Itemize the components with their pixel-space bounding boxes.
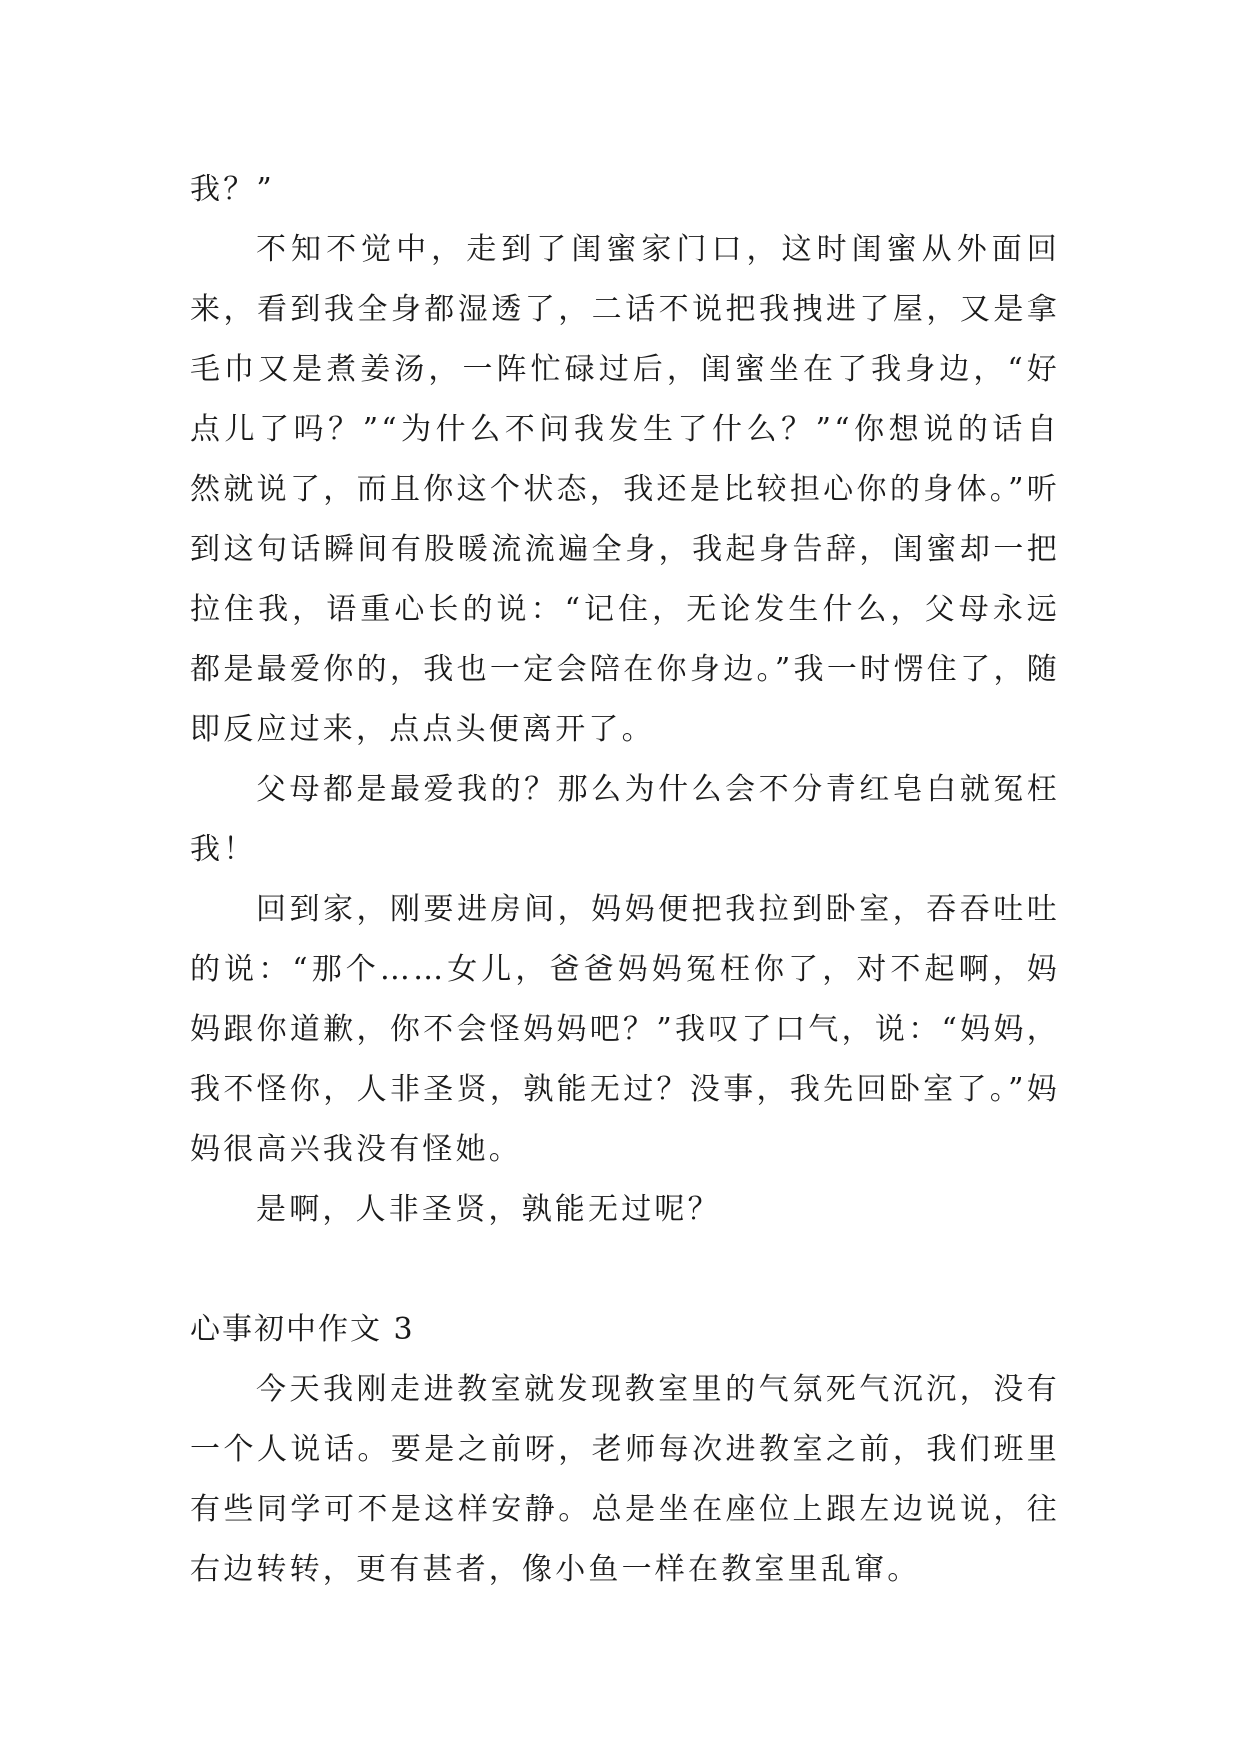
paragraph-5: 是啊，人非圣贤，孰能无过呢？	[256, 1192, 721, 1227]
paragraph-4: 回到家，刚要进房间，妈妈便把我拉到卧室，吞吞吐吐的说：“那个……女儿，爸爸妈妈冤枉你了，对不起啊，妈妈跟你道歉，你不会怪妈妈吧？”我叹了口气，说：“妈妈，我不怪你，人非圣贤，孰能无过？没事，我先回卧室了。”妈妈很高兴我没有怪她。	[190, 892, 1060, 1167]
paragraph-1: 我？”	[190, 172, 275, 207]
section-paragraph-1: 今天我刚走进教室就发现教室里的气氛死气沉沉，没有一个人说话。要是之前呀，老师每次进教室之前，我们班里有些同学可不是这样安静。总是坐在座位上跟左边说说，往右边转转，更有甚者，像小鱼一样在教室里乱窜。	[190, 1372, 1060, 1587]
document-body	[190, 160, 1060, 1600]
section-title: 心事初中作文 3	[190, 1312, 415, 1347]
paragraph-2: 不知不觉中，走到了闺蜜家门口，这时闺蜜从外面回来，看到我全身都湿透了，二话不说把我拽进了屋，又是拿毛巾又是煮姜汤，一阵忙碌过后，闺蜜坐在了我身边，“好点儿了吗？”“为什么不问我发生了什么？”“你想说的话自然就说了，而且你这个状态，我还是比较担心你的身体。”听到这句话瞬间有股暖流流遍全身，我起身告辞，闺蜜却一把拉住我，语重心长的说：“记住，无论发生什么，父母永远都是最爱你的，我也一定会陪在你身边。”我一时愣住了，随即反应过来，点点头便离开了。	[190, 232, 1060, 747]
paragraph-3: 父母都是最爱我的？那么为什么会不分青红皂白就冤枉我！	[190, 772, 1060, 867]
